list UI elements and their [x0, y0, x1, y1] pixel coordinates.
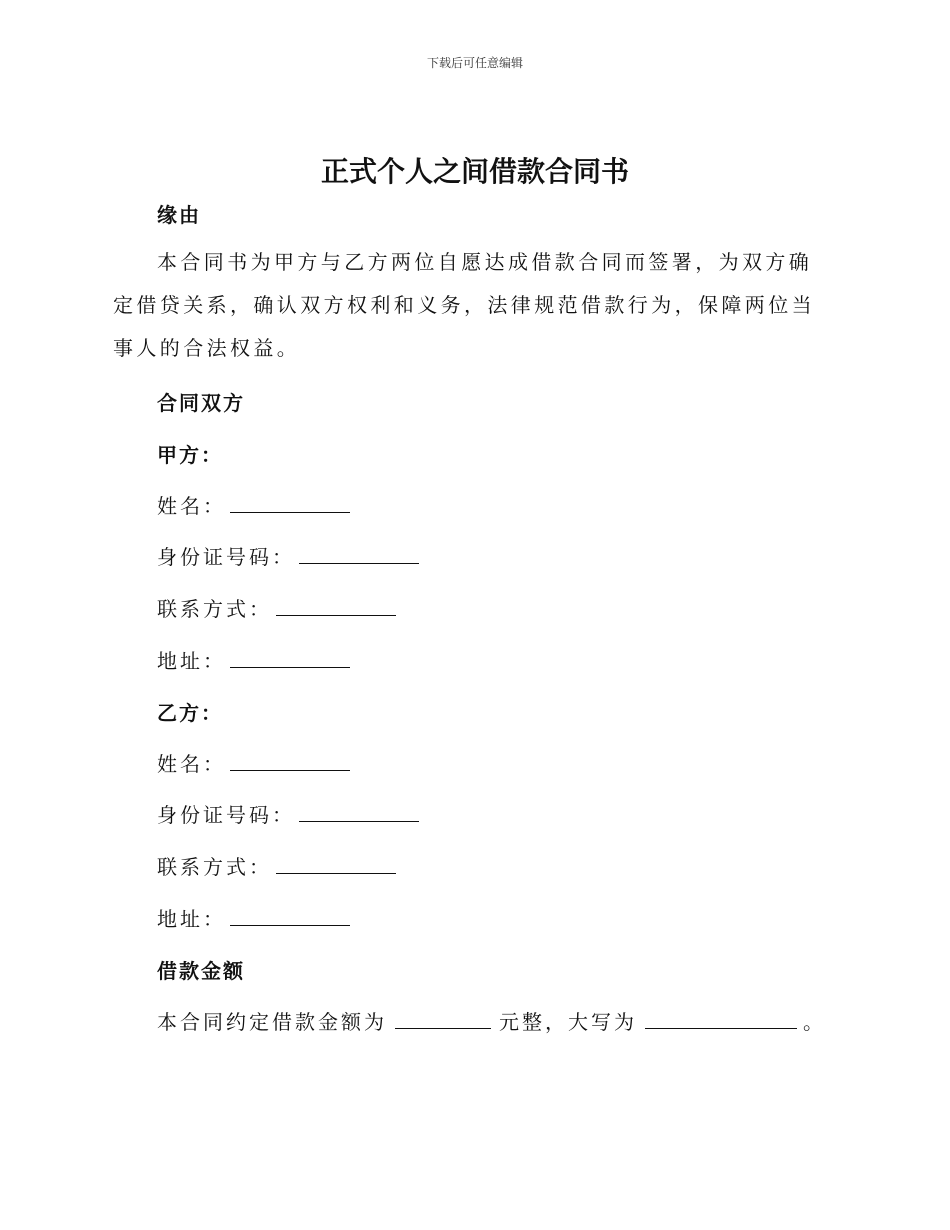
party-a-name-blank[interactable] — [230, 492, 350, 513]
amount-number-blank[interactable] — [395, 1008, 491, 1029]
party-a-label: 甲方： — [157, 443, 223, 467]
party-b-id-blank[interactable] — [299, 801, 419, 822]
party-b-contact-label: 联系方式： — [157, 855, 272, 879]
party-b-id-field — [157, 799, 419, 828]
party-b-contact-blank[interactable] — [276, 853, 396, 874]
party-a-address-field — [157, 645, 350, 674]
header-note: 下载后可任意编辑 — [426, 56, 523, 70]
party-a-id-field — [157, 541, 419, 570]
party-b-address-field — [157, 903, 350, 932]
party-b-id-label: 身份证号码： — [157, 803, 295, 827]
party-a-name-field — [157, 490, 350, 519]
amount-text-end: 。 — [803, 1010, 826, 1034]
document-title: 正式个人之间借款合同书 — [320, 155, 629, 188]
party-a-id-blank[interactable] — [299, 543, 419, 564]
party-b-name-field — [157, 748, 350, 777]
party-a-contact-label: 联系方式： — [157, 597, 272, 621]
party-b-address-blank[interactable] — [230, 905, 350, 926]
party-b-address-label: 地址： — [157, 907, 226, 931]
party-a-contact-field — [157, 593, 396, 622]
party-a-address-label: 地址： — [157, 649, 226, 673]
amount-text-middle: 元整，大写为 — [499, 1010, 637, 1034]
party-a-contact-blank[interactable] — [276, 595, 396, 616]
party-b-name-blank[interactable] — [230, 750, 350, 771]
section-heading-reason: 缘由 — [157, 203, 201, 227]
party-b-contact-field — [157, 851, 396, 880]
reason-paragraph: 本合同书为甲方与乙方两位自愿达成借款合同而签署，为双方确定借贷关系，确认双方权利和义务，法律规范借款行为，保障两位当事人的合法权益。 — [113, 250, 815, 360]
party-b-name-label: 姓名： — [157, 752, 226, 776]
amount-sentence — [157, 1006, 826, 1035]
section-heading-parties: 合同双方 — [157, 391, 245, 415]
section-heading-amount: 借款金额 — [157, 959, 245, 983]
amount-text-before: 本合同约定借款金额为 — [157, 1010, 387, 1034]
party-a-name-label: 姓名： — [157, 494, 226, 518]
party-a-address-blank[interactable] — [230, 647, 350, 668]
amount-uppercase-blank[interactable] — [645, 1008, 797, 1029]
party-b-label: 乙方： — [157, 701, 223, 725]
party-a-id-label: 身份证号码： — [157, 545, 295, 569]
